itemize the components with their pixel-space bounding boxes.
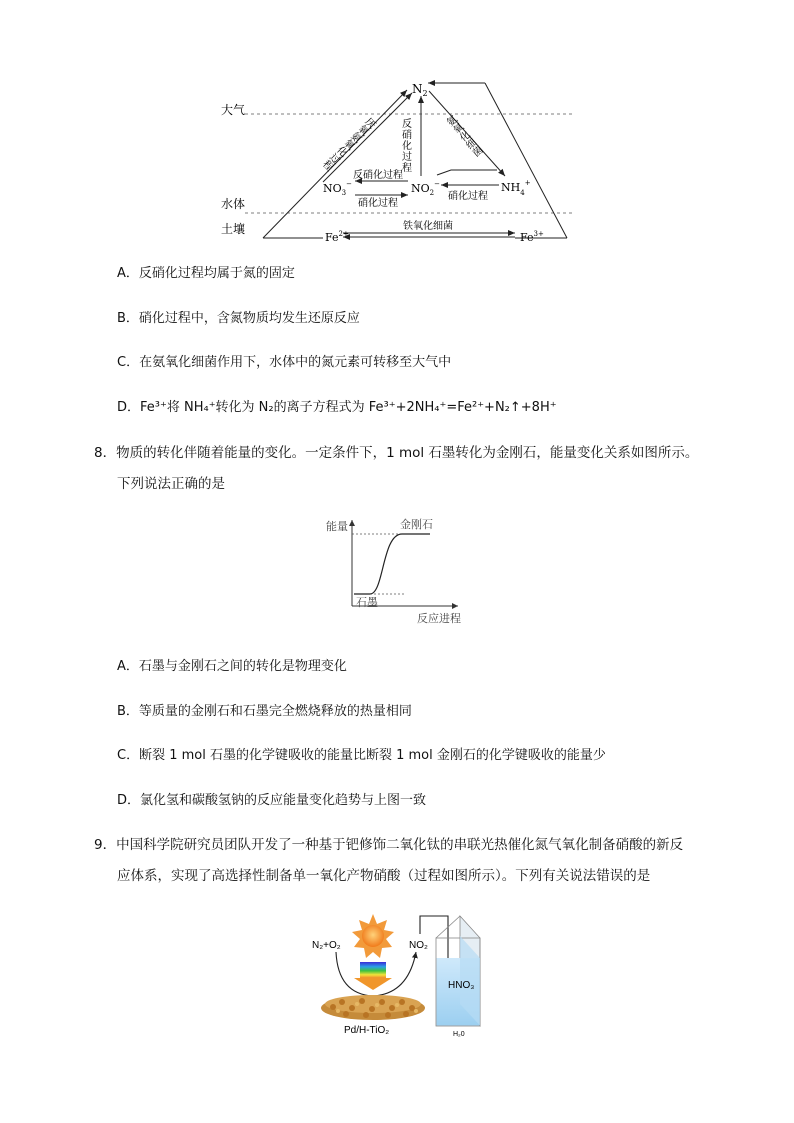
iron-bacteria-label: 铁氧化细菌 [403,221,453,232]
q8-stem-line1: 8．物质的转化伴随着能量的变化。一定条件下，1 mol 石墨转化为金刚石，能量变化关系如图所示。 [94,445,699,461]
nh4-species: $NH_4^+$ [501,179,531,197]
q9-stem-line1: 9．中国科学院研究员团队开发了一种基于钯修饰二氧化钛的串联光热催化氮气氧化制备硝酸的新反 [94,837,684,853]
graph-top-label: 金刚石 [400,518,433,531]
reactants-label: N₂+O₂ [312,940,341,951]
light-arrow-icon [354,962,392,990]
sun-icon [352,914,394,958]
q7-option-d[interactable]: D．Fe³⁺将 NH₄⁺转化为 N₂的离子方程式为 Fe³⁺+2NH₄⁺=Fe²⁺+N₂↑+8H⁺ [117,400,557,415]
q8-option-d[interactable]: D．氯化氢和碳酸氢钠的反应能量变化趋势与上图一致 [117,793,427,808]
denitrification-vertical-label: 反硝化过程 [399,118,411,173]
photothermal-catalysis-figure [308,912,498,1040]
catalyst-bed [321,995,425,1020]
q9-stem-line2: 应体系，实现了高选择性制备单一氧化产物硝酸（过程如图所示）。下列有关说法错误的是 [117,868,651,884]
no3-species: $NO_3^-$ [323,180,352,197]
nitrification-left-label: 硝化过程 [358,198,398,209]
product-label: NO₂ [409,940,428,951]
catalyst-label: Pd/H-TiO₂ [344,1025,390,1036]
graph-ylabel: 能量 [326,520,348,533]
graph-xlabel: 反应进程 [417,612,461,625]
graph-bottom-label: 石墨 [356,596,378,609]
q8-stem-line2: 下列说法正确的是 [117,476,225,492]
zone-atmosphere-label: 大气 [221,103,246,117]
water-label: H₂0 [453,1031,465,1038]
q7-option-a[interactable]: A．反硝化过程均属于氮的固定 [117,266,295,281]
no2-species: $NO_2^-$ [411,180,440,197]
denitrification-horizontal-label: 反硝化过程 [353,170,403,181]
ammonia-bacteria-label: 氨氧化细菌 [442,114,484,160]
zone-soil-label: 土壤 [221,222,246,236]
nitrogen-cycle-diagram [215,78,585,248]
acid-label: HNO₃ [448,980,475,991]
water-beaker [436,916,480,1026]
n2-species: $N_2$ [412,82,428,98]
q7-option-c[interactable]: C．在氨氧化细菌作用下，水体中的氮元素可转移至大气中 [117,355,452,370]
anammox-label: 厌氧氨氧化过程 [319,114,377,172]
q8-option-b[interactable]: B．等质量的金刚石和石墨完全燃烧释放的热量相同 [117,704,412,719]
nitrification-right-label: 硝化过程 [448,191,488,202]
q8-option-a[interactable]: A．石墨与金刚石之间的转化是物理变化 [117,659,347,674]
q8-option-c[interactable]: C．断裂 1 mol 石墨的化学键吸收的能量比断裂 1 mol 金刚石的化学键吸收的能量少 [117,748,606,763]
fe3-species: $Fe^{3+}$ [520,230,544,244]
q7-option-b[interactable]: B．硝化过程中，含氮物质均发生还原反应 [117,311,360,326]
fe2-species: $Fe^{2+}$ [325,230,349,244]
energy-profile-graph [322,514,472,626]
zone-water-label: 水体 [221,197,246,211]
